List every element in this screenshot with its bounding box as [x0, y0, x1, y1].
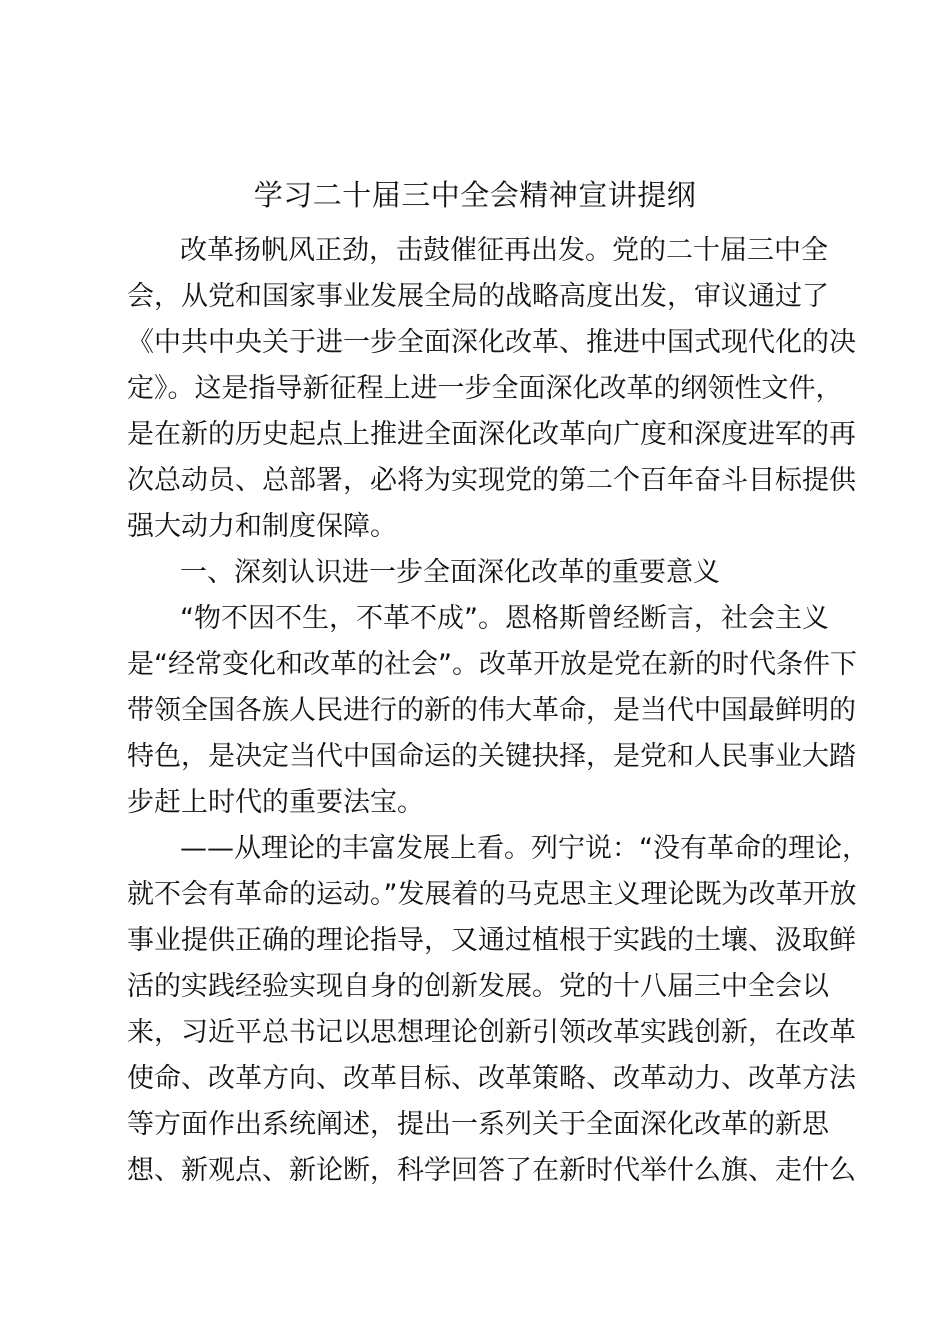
paragraph-theory-line-1: ——从理论的丰富发展上看。列宁说：“没有革命的理论， [180, 833, 869, 864]
paragraph-significance-line-3: 带领全国各族人民进行的新的伟大革命，是当代中国最鲜明的 [127, 695, 856, 726]
section-heading-1: 一、深刻认识进一步全面深化改革的重要意义 [180, 557, 720, 588]
paragraph-intro-line-2: 会，从党和国家事业发展全局的战略高度出发，审议通过了 [127, 281, 829, 312]
paragraph-intro-line-1: 改革扬帆风正劲，击鼓催征再出发。党的二十届三中全 [180, 235, 828, 266]
paragraph-intro-line-7: 强大动力和制度保障。 [127, 511, 397, 542]
paragraph-theory-line-3: 事业提供正确的理论指导，又通过植根于实践的土壤、汲取鲜 [127, 925, 856, 956]
paragraph-theory-line-5: 来，习近平总书记以思想理论创新引领改革实践创新，在改革 [127, 1017, 856, 1048]
paragraph-significance-line-1: “物不因不生，不革不成”。恩格斯曾经断言，社会主义 [180, 603, 829, 634]
paragraph-intro-line-5: 是在新的历史起点上推进全面深化改革向广度和深度进军的再 [127, 419, 856, 450]
paragraph-intro-line-4: 定》。这是指导新征程上进一步全面深化改革的纲领性文件， [127, 373, 843, 404]
document-title: 学习二十届三中全会精神宣讲提纲 [253, 178, 697, 212]
paragraph-theory-line-7: 等方面作出系统阐述，提出一系列关于全面深化改革的新思 [127, 1109, 829, 1140]
paragraph-theory-line-6: 使命、改革方向、改革目标、改革策略、改革动力、改革方法 [127, 1063, 856, 1094]
paragraph-significance-line-2: 是“经常变化和改革的社会”。改革开放是党在新的时代条件下 [127, 649, 857, 680]
paragraph-theory-line-4: 活的实践经验实现自身的创新发展。党的十八届三中全会以 [127, 971, 829, 1002]
paragraph-theory-line-2: 就不会有革命的运动。”发展着的马克思主义理论既为改革开放 [127, 879, 857, 910]
paragraph-significance-line-4: 特色，是决定当代中国命运的关键抉择，是党和人民事业大踏 [127, 741, 856, 772]
paragraph-significance-line-5: 步赶上时代的重要法宝。 [127, 787, 424, 818]
paragraph-intro-line-3: 《中共中央关于进一步全面深化改革、推进中国式现代化的决 [127, 327, 856, 358]
paragraph-theory-line-8: 想、新观点、新论断，科学回答了在新时代举什么旗、走什么 [127, 1155, 856, 1186]
paragraph-intro-line-6: 次总动员、总部署，必将为实现党的第二个百年奋斗目标提供 [127, 465, 856, 496]
